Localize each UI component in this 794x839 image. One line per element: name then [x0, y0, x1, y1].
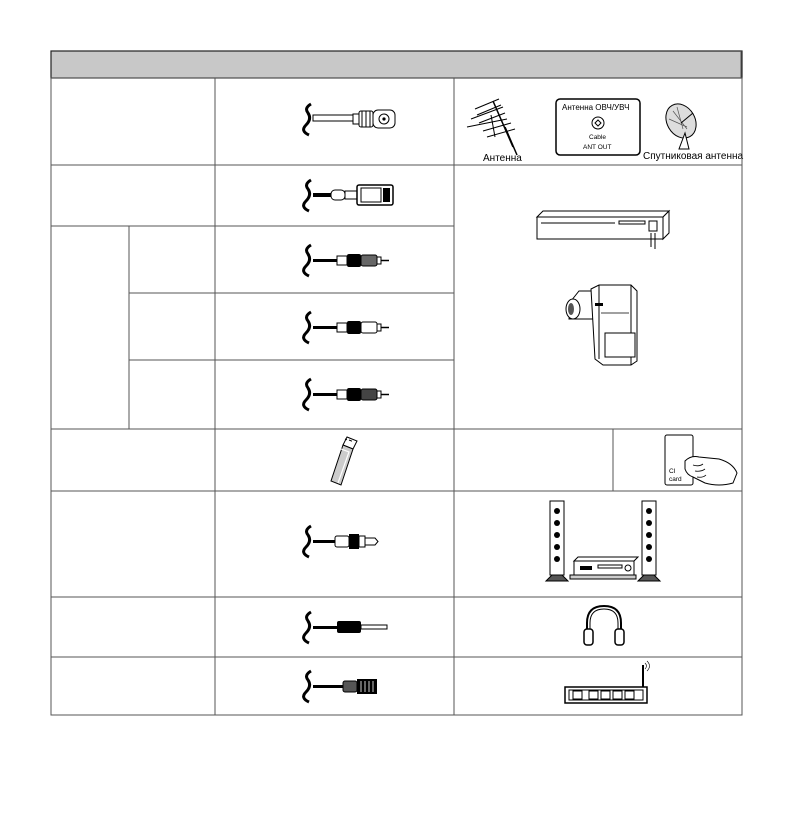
antenna-label: Антенна	[483, 153, 522, 164]
jack-connector-icon	[299, 610, 411, 644]
connection-table	[51, 51, 742, 715]
wall-plate-icon	[555, 97, 643, 157]
rca-connector-icon	[299, 243, 411, 277]
wall-plate-cable: Cable	[589, 134, 606, 141]
rca-connector-icon	[299, 377, 411, 411]
rca-connector-icon	[299, 310, 411, 344]
home-theater-icon	[544, 497, 662, 587]
ci-card-line1: CI	[669, 468, 676, 475]
ethernet-connector-icon	[299, 669, 411, 703]
satellite-label: Спутниковая антенна	[643, 151, 744, 162]
table-header-bar	[51, 51, 742, 78]
speaker-left	[546, 501, 568, 581]
wall-plate-title: Антенна ОВЧ/УВЧ	[562, 103, 630, 112]
headphones-icon	[581, 603, 627, 649]
satellite-dish-icon	[639, 97, 743, 165]
router-icon	[563, 661, 655, 707]
ci-card-icon	[657, 433, 741, 489]
antenna-icon	[461, 97, 551, 165]
rf-coax-connector-icon	[299, 102, 411, 136]
speaker-right	[638, 501, 660, 581]
optical-connector-icon	[299, 524, 411, 558]
receiver	[570, 557, 638, 579]
ci-card-line2: card	[669, 476, 682, 483]
usb-drive-icon	[327, 435, 367, 487]
wall-plate-ant-out: ANT OUT	[583, 144, 612, 151]
camcorder-icon	[561, 283, 641, 367]
hdmi-connector-icon	[299, 178, 411, 212]
dvd-player-icon	[535, 209, 671, 251]
